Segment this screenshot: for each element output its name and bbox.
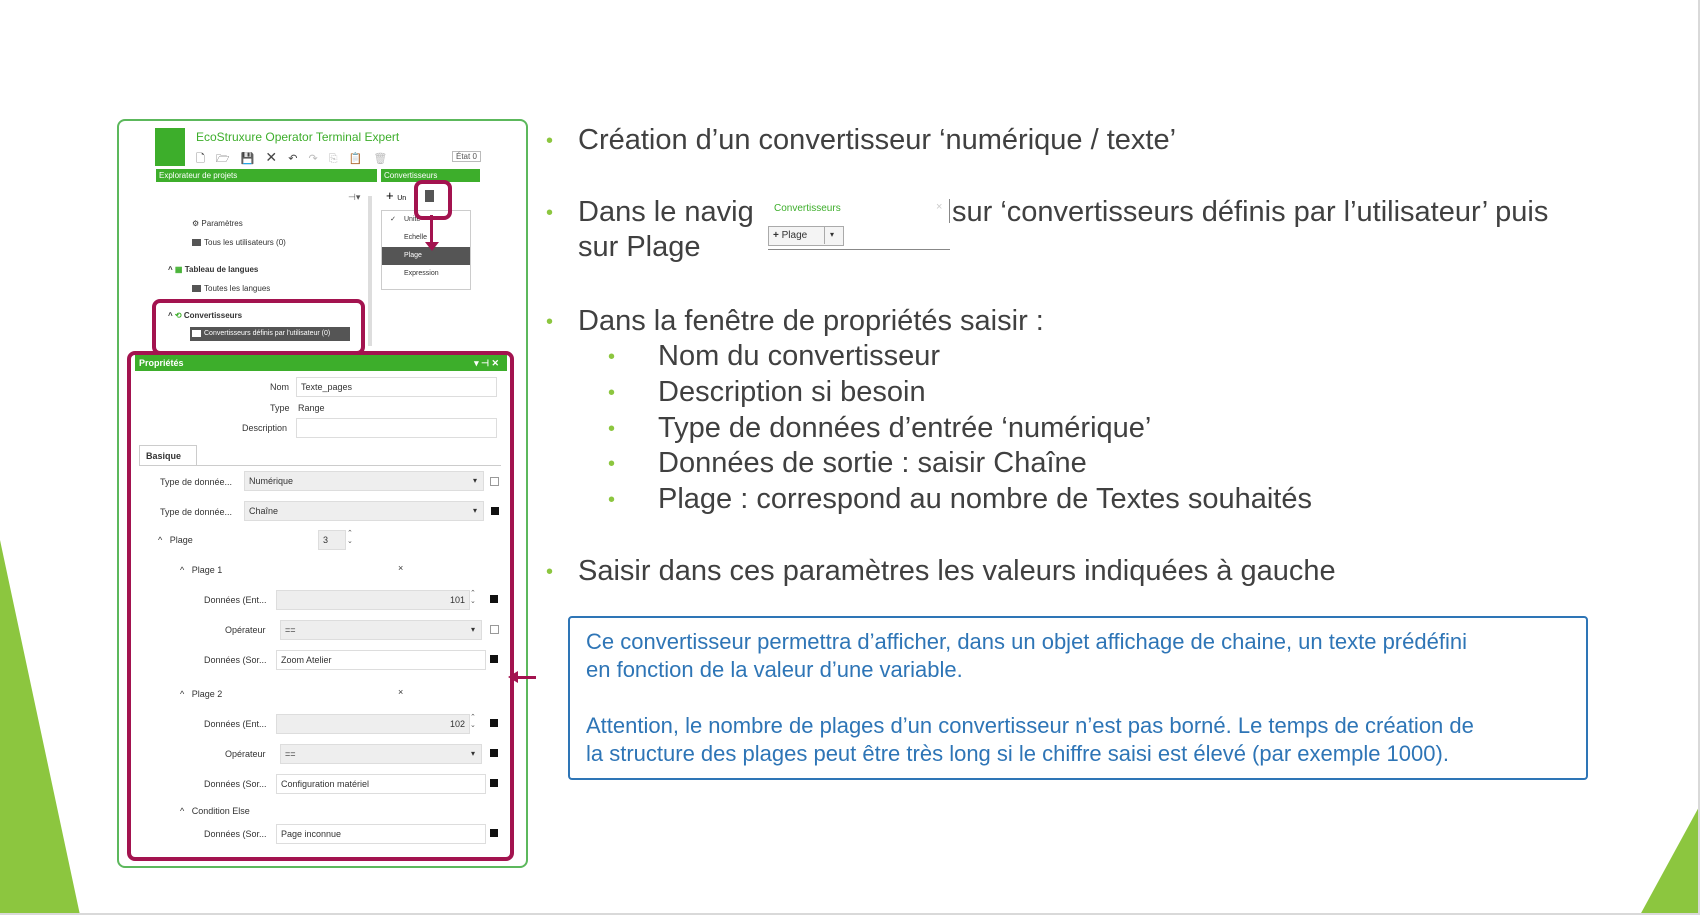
sub-bullet-plage: Plage : correspond au nombre de Textes souhaités bbox=[658, 483, 1312, 515]
bullet-dot: • bbox=[546, 561, 554, 583]
description-input[interactable] bbox=[296, 418, 497, 438]
converters-panel-title: Convertisseurs bbox=[381, 169, 480, 182]
bullet-navigateur-part1: Dans le navig bbox=[578, 196, 754, 228]
menu-item-unite[interactable]: ✓ Unité bbox=[390, 216, 421, 223]
plage2-group[interactable]: ^ Plage 2 bbox=[180, 689, 223, 699]
plage1-stepper[interactable]: ⌃ ⌄ bbox=[470, 590, 476, 605]
copy-icon[interactable]: ⎘ bbox=[328, 153, 342, 165]
collapse-icon[interactable]: ^ bbox=[180, 689, 185, 699]
gear-icon: ⚙ bbox=[192, 219, 200, 228]
plage2-in-indicator[interactable] bbox=[490, 719, 498, 727]
app-logo bbox=[155, 128, 185, 166]
info-line-1: Ce convertisseur permettra d’afficher, dans un objet affichage de chaine, un texte prédéfini bbox=[586, 629, 1467, 654]
else-out-indicator[interactable] bbox=[490, 829, 498, 837]
pin-icon[interactable]: ⊣▾ bbox=[348, 192, 361, 202]
plage2-operateur-label: Opérateur bbox=[225, 749, 266, 759]
app-toolbar bbox=[196, 149, 391, 169]
bullet-dot: • bbox=[546, 130, 554, 152]
arrow-to-plage bbox=[430, 215, 433, 245]
etat-badge[interactable]: État 0 bbox=[452, 151, 481, 162]
close-icon[interactable]: ✕ bbox=[265, 149, 282, 165]
new-icon[interactable]: 🗋 bbox=[196, 153, 209, 165]
plage1-op-indicator[interactable] bbox=[490, 625, 499, 634]
bullet-navigateur-line2: sur Plage bbox=[578, 231, 701, 263]
collapse-icon[interactable]: ^ bbox=[180, 806, 185, 816]
info-line-4: la structure des plages peut être très long si le chiffre saisi est élevé (par exemple 1000). bbox=[586, 741, 1449, 766]
tree-item-convertisseurs-definis[interactable]: Convertisseurs définis par l'utilisateur (0) bbox=[190, 327, 350, 341]
folder-icon bbox=[192, 239, 201, 246]
description-label: Description bbox=[242, 423, 288, 433]
collapse-icon[interactable]: ^ bbox=[180, 565, 185, 575]
remove-plage2-icon[interactable]: × bbox=[398, 687, 404, 697]
tab-basique[interactable]: Basique bbox=[139, 445, 197, 466]
arrow-to-plage-head bbox=[425, 242, 439, 251]
info-box bbox=[568, 616, 1588, 780]
dropdown-caret-button[interactable] bbox=[425, 190, 434, 202]
type-in-indicator[interactable] bbox=[490, 477, 499, 486]
plage1-donnees-ent-input[interactable]: 101 bbox=[276, 590, 470, 610]
type-label: Type bbox=[270, 403, 290, 413]
menu-item-plage[interactable]: Plage bbox=[382, 247, 470, 265]
tree-item-tous-utilisateurs[interactable]: Tous les utilisateurs (0) bbox=[192, 238, 286, 247]
sub-bullet-dot: • bbox=[608, 489, 616, 511]
sub-bullet-nom: Nom du convertisseur bbox=[658, 340, 941, 372]
delete-icon[interactable]: 🗑 bbox=[373, 153, 392, 165]
explorer-title: Explorateur de projets bbox=[156, 169, 377, 182]
plage1-group[interactable]: ^ Plage 1 bbox=[180, 565, 223, 575]
type-donnees-in-select[interactable]: Numérique ▾ bbox=[244, 471, 484, 491]
type-donnees-out-label: Type de donnée... bbox=[160, 507, 233, 517]
arrow-to-properties-head bbox=[508, 671, 518, 683]
mini-panel-title: Convertisseurs bbox=[774, 203, 841, 214]
tree-item-parametres[interactable]: ⚙ Paramètres bbox=[192, 219, 243, 228]
sub-bullet-dot: • bbox=[608, 418, 616, 440]
bullet-saisir: Saisir dans ces paramètres les valeurs indiquées à gauche bbox=[578, 555, 1336, 587]
plage1-out-indicator[interactable] bbox=[490, 655, 498, 663]
else-donnees-sor-label: Données (Sor... bbox=[204, 829, 267, 839]
plage2-op-indicator[interactable] bbox=[490, 749, 498, 757]
bullet-dot: • bbox=[546, 311, 554, 333]
plage1-operateur-label: Opérateur bbox=[225, 625, 266, 635]
collapse-icon[interactable]: ^ bbox=[168, 265, 173, 274]
app-title: EcoStruxure Operator Terminal Expert bbox=[196, 130, 400, 144]
plage2-donnees-ent-label: Données (Ent... bbox=[204, 719, 267, 729]
plage1-in-indicator[interactable] bbox=[490, 595, 498, 603]
tree-item-toutes-langues[interactable]: Toutes les langues bbox=[192, 284, 270, 293]
sub-bullet-sortie: Données de sortie : saisir Chaîne bbox=[658, 447, 1087, 479]
nom-label: Nom bbox=[270, 382, 290, 392]
plage1-operateur-select[interactable]: == ▾ bbox=[280, 620, 482, 640]
bullet-creation: Création d’un convertisseur ‘numérique / texte’ bbox=[578, 124, 1177, 156]
table-icon: ▦ bbox=[174, 265, 183, 274]
save-icon[interactable]: 💾 bbox=[240, 153, 259, 165]
plage1-donnees-sor-input[interactable]: Zoom Atelier bbox=[276, 650, 486, 670]
plage2-stepper[interactable]: ⌃ ⌄ bbox=[470, 714, 476, 729]
properties-title: Propriétés ▾ ⊣ ✕ bbox=[135, 355, 507, 371]
plage1-donnees-ent-label: Données (Ent... bbox=[204, 595, 267, 605]
bullet-proprietes: Dans la fenêtre de propriétés saisir : bbox=[578, 305, 1044, 337]
sub-bullet-type-entree: Type de données d’entrée ‘numérique’ bbox=[658, 412, 1152, 444]
redo-icon[interactable]: ↷ bbox=[308, 153, 322, 165]
decorative-triangle-right bbox=[1640, 805, 1700, 915]
converter-icon: ⟲ bbox=[174, 311, 182, 320]
type-donnees-in-label: Type de donnée... bbox=[160, 477, 233, 487]
sub-bullet-dot: • bbox=[608, 453, 616, 475]
mini-close-icon[interactable]: × bbox=[936, 201, 943, 213]
plage2-donnees-ent-input[interactable]: 102 bbox=[276, 714, 470, 734]
add-converter-button[interactable]: + Un bbox=[386, 188, 407, 203]
mini-add-plage-button[interactable]: + Plage bbox=[768, 226, 844, 246]
menu-item-echelle[interactable]: Echelle bbox=[404, 234, 427, 241]
plage2-donnees-sor-input[interactable]: Configuration matériel bbox=[276, 774, 486, 794]
type-value: Range bbox=[298, 403, 325, 413]
tree-item-tableau-langues[interactable]: ^ ▦ Tableau de langues bbox=[168, 265, 259, 274]
bullet-dot: • bbox=[546, 202, 554, 224]
sub-bullet-dot: • bbox=[608, 346, 616, 368]
open-icon[interactable]: 🗁 bbox=[215, 153, 234, 165]
plage2-donnees-sor-label: Données (Sor... bbox=[204, 779, 267, 789]
plage-count-stepper[interactable]: ⌃ ⌄ bbox=[347, 530, 353, 545]
tree-item-convertisseurs[interactable]: ^ ⟲ Convertisseurs bbox=[168, 311, 243, 320]
condition-else-group[interactable]: ^ Condition Else bbox=[180, 806, 250, 816]
plage2-operateur-select[interactable]: == ▾ bbox=[280, 744, 482, 764]
type-donnees-out-select[interactable]: Chaîne ▾ bbox=[244, 501, 484, 521]
arrow-to-properties bbox=[518, 676, 536, 679]
info-line-2: en fonction de la valeur d’une variable. bbox=[586, 657, 963, 682]
sub-bullet-dot: • bbox=[608, 382, 616, 404]
highlight-convertisseurs bbox=[152, 299, 365, 355]
menu-item-expression[interactable]: Expression bbox=[404, 270, 439, 277]
type-out-indicator[interactable] bbox=[491, 507, 499, 515]
collapse-icon[interactable]: ^ bbox=[158, 535, 163, 545]
bullet-navigateur-part2: sur ‘convertisseurs définis par l’utilisateur’ puis bbox=[952, 196, 1549, 228]
paste-icon[interactable]: 📋 bbox=[348, 153, 367, 165]
tab-divider bbox=[139, 465, 501, 466]
plage-count-input[interactable]: 3 bbox=[318, 530, 346, 550]
plage2-out-indicator[interactable] bbox=[490, 779, 498, 787]
explorer-scrollbar[interactable] bbox=[368, 196, 372, 346]
sub-bullet-description: Description si besoin bbox=[658, 376, 926, 408]
undo-icon[interactable]: ↶ bbox=[288, 153, 302, 165]
mini-divider bbox=[949, 199, 950, 223]
plage1-donnees-sor-label: Données (Sor... bbox=[204, 655, 267, 665]
plage-group[interactable]: ^ Plage bbox=[158, 535, 193, 545]
folder-icon bbox=[192, 285, 201, 292]
decorative-triangle-left bbox=[0, 540, 80, 915]
mini-dropdown-caret[interactable]: ▾ bbox=[824, 226, 839, 244]
else-donnees-sor-input[interactable]: Page inconnue bbox=[276, 824, 486, 844]
nom-input[interactable]: Texte_pages bbox=[296, 377, 497, 397]
info-line-3: Attention, le nombre de plages d’un convertisseur n’est pas borné. Le temps de création de bbox=[586, 713, 1474, 738]
remove-plage1-icon[interactable]: × bbox=[398, 563, 404, 573]
collapse-icon[interactable]: ^ bbox=[168, 311, 173, 320]
